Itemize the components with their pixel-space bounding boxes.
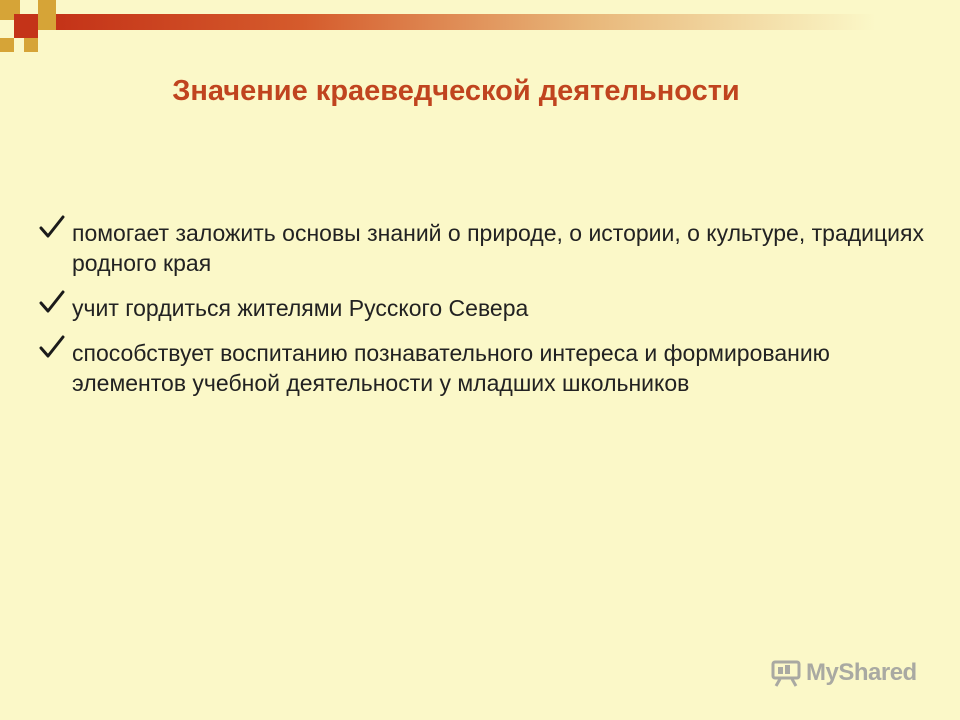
watermark-logo bbox=[770, 658, 917, 688]
bullet-text: способствует воспитанию познавательного интереса и формированию элементов учебной деятельности у младших школьников bbox=[72, 340, 830, 396]
watermark-text: MyShared bbox=[806, 659, 917, 686]
checkmark-icon bbox=[38, 289, 66, 317]
deco-square bbox=[0, 20, 14, 38]
deco-square bbox=[20, 0, 38, 14]
bullet-text: помогает заложить основы знаний о природе, о истории, о культуре, традициях родного края bbox=[72, 220, 924, 276]
list-item bbox=[38, 218, 938, 278]
list-item bbox=[38, 293, 938, 323]
header-stripe bbox=[56, 14, 876, 30]
deco-square bbox=[38, 14, 56, 30]
deco-square bbox=[0, 38, 14, 52]
bullet-text: учит гордиться жителями Русского Севера bbox=[72, 295, 529, 321]
presentation-board-icon bbox=[770, 658, 802, 688]
deco-square bbox=[14, 14, 38, 38]
bullet-list bbox=[38, 218, 938, 413]
list-item bbox=[38, 338, 938, 398]
slide-title: Значение краеведческой деятельности bbox=[172, 75, 740, 107]
checkmark-icon bbox=[38, 214, 66, 242]
deco-square bbox=[24, 38, 38, 52]
deco-square bbox=[38, 0, 56, 14]
checkmark-icon bbox=[38, 334, 66, 362]
